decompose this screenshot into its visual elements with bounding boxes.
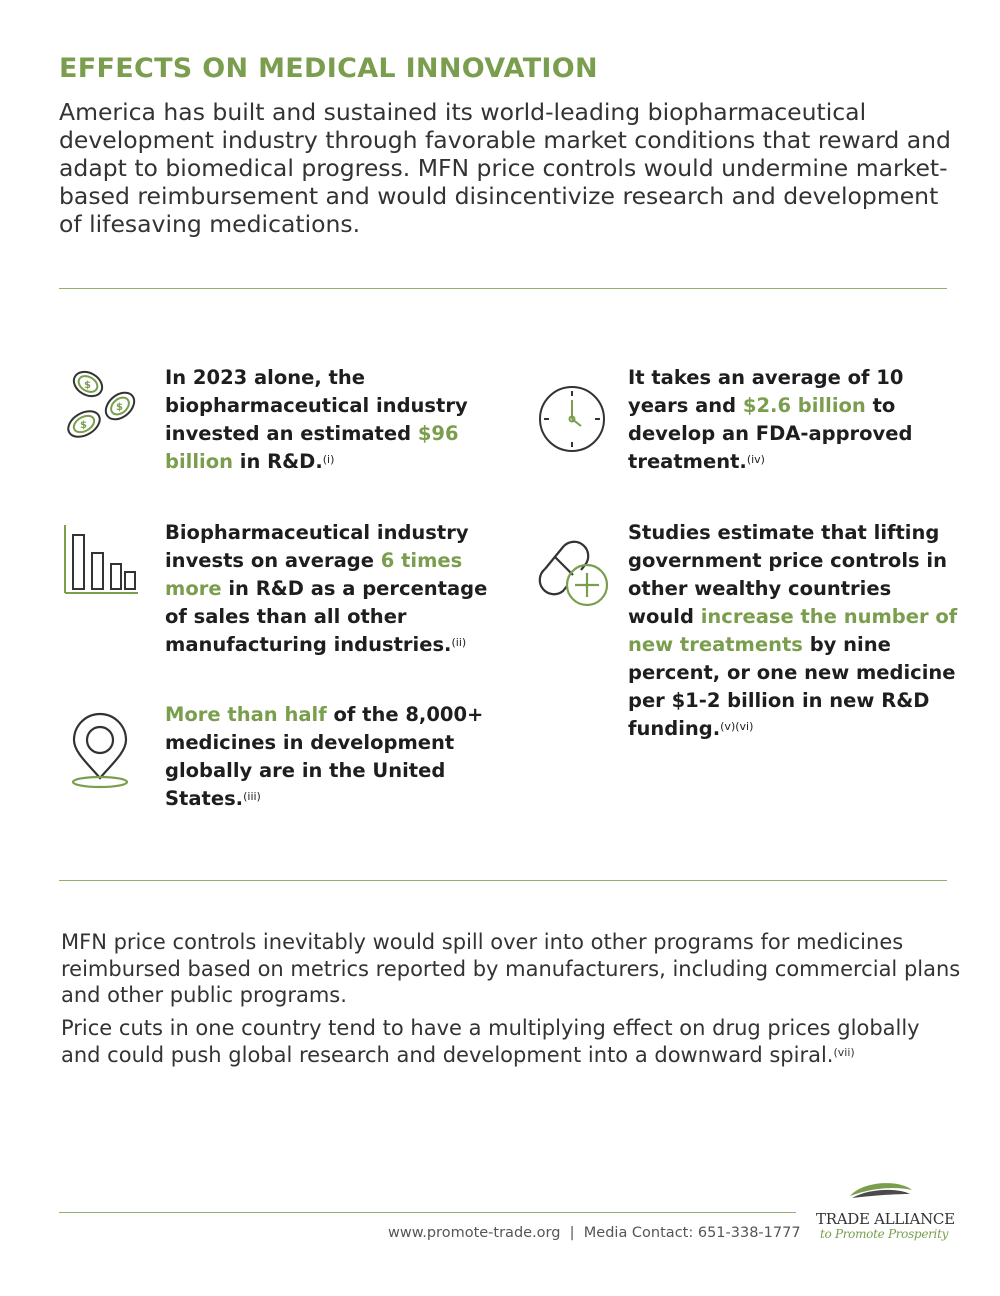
clock-icon xyxy=(537,384,607,454)
footer-rule xyxy=(59,1212,796,1213)
divider-middle xyxy=(59,880,947,881)
fact-pipeline: More than half of the 8,000+ medicines in development globally are in the United States.$^{(iii)}$ xyxy=(165,703,484,810)
intro-paragraph: America has built and sustained its world-leading biopharmaceutical development industry through favorable market conditions that reward and adapt to biomedical progress. MFN price controls would undermine market-based reimbursement and would disincentivize research and development of lifesaving medications. xyxy=(59,98,951,238)
bar-chart-icon xyxy=(62,523,140,597)
pill-plus-icon xyxy=(533,535,611,611)
footer-contact: www.promote-trade.org | Media Contact: 651-338-1777 xyxy=(388,1225,801,1241)
logo-tagline: to Promote Prosperity xyxy=(820,1227,949,1241)
logo-name: TRADE ALLIANCE xyxy=(816,1210,955,1228)
fact-rd-ratio: Biopharmaceutical industry invests on average 6 times more in R&D as a percentage of sales than all other manufacturing industries.$^{(ii)}$ xyxy=(165,521,488,656)
body-paragraph-2: Price cuts in one country tend to have a multiplying effect on drug prices globally and could push global research and development into a downward spiral.$^{(vii)}$ xyxy=(61,1016,920,1067)
location-pin-icon xyxy=(66,712,134,792)
svg-text:$: $ xyxy=(84,380,91,391)
fact-studies: Studies estimate that lifting government price controls in other wealthy countries would increase the number of new treatments by nine percent, or one new medicine per $1-2 billion in new R&D funding.$^{(v)(vi)}$ xyxy=(628,521,958,740)
svg-text:$: $ xyxy=(80,420,87,431)
svg-text:$: $ xyxy=(116,402,123,413)
body-paragraph-1: MFN price controls inevitably would spill over into other programs for medicines reimbursed based on metrics reported by manufacturers, including commercial plans and other public programs. xyxy=(61,930,961,1007)
divider-top xyxy=(59,288,947,289)
fact-timeline: It takes an average of 10 years and $2.6 billion to develop an FDA-approved treatment.$^{(iv)}$ xyxy=(628,366,913,473)
fact-rd-2023: In 2023 alone, the biopharmaceutical industry invested an estimated $96 billion in R&D.$^{(i)}$ xyxy=(165,366,468,473)
page-title: EFFECTS ON MEDICAL INNOVATION xyxy=(59,53,598,84)
coins-icon xyxy=(60,366,140,446)
